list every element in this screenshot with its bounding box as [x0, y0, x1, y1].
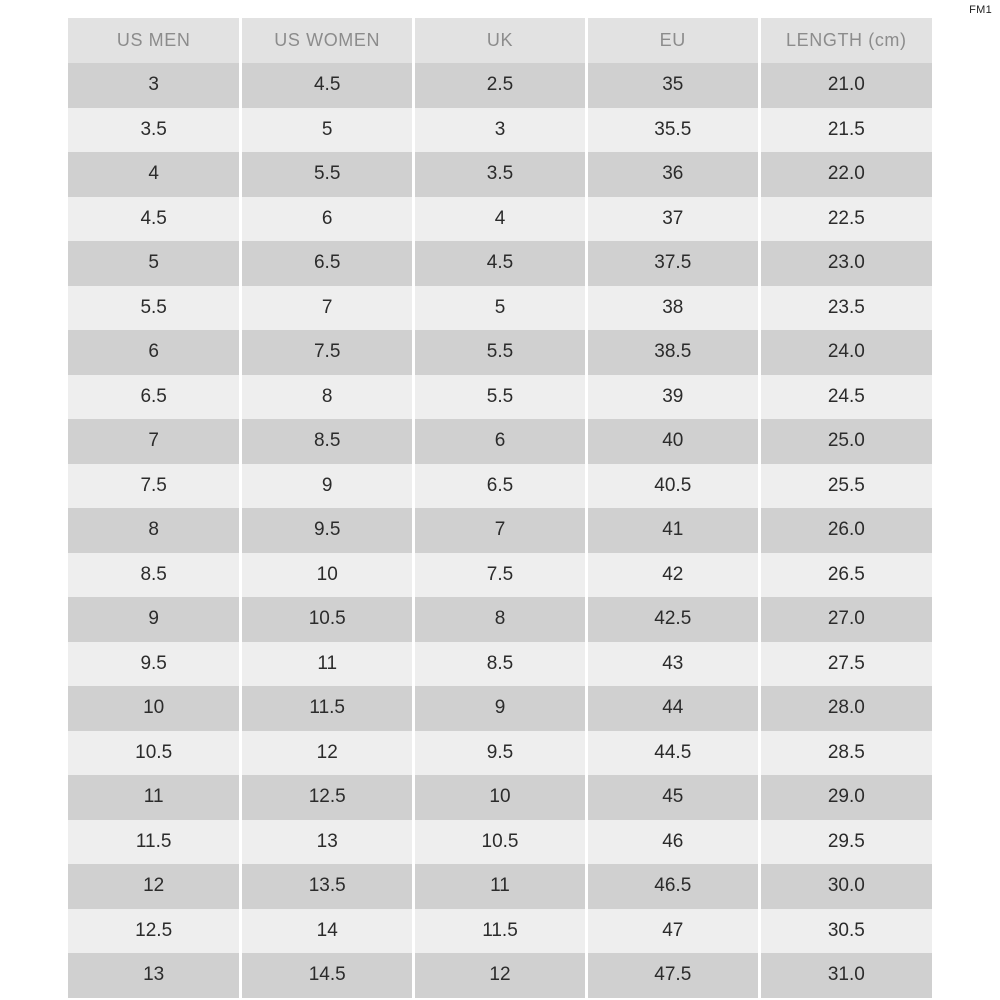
cell-us-men: 7: [68, 419, 241, 464]
cell-us-women: 10.5: [241, 597, 414, 642]
cell-length-cm: 28.0: [759, 686, 932, 731]
table-row: [68, 731, 932, 776]
cell-uk: 11: [414, 864, 587, 909]
column-header-uk: UK: [414, 18, 587, 63]
cell-uk: 5.5: [414, 330, 587, 375]
cell-length-cm: 24.5: [759, 375, 932, 420]
table-body: [68, 63, 932, 998]
table-row: [68, 642, 932, 687]
cell-uk: 12: [414, 953, 587, 998]
cell-us-men: 11.5: [68, 820, 241, 865]
column-header-us-women: US WOMEN: [241, 18, 414, 63]
cell-us-men: 4: [68, 152, 241, 197]
cell-eu: 36: [586, 152, 759, 197]
cell-eu: 40.5: [586, 464, 759, 509]
size-chart-container: [68, 18, 932, 998]
table-row: [68, 241, 932, 286]
cell-us-men: 9.5: [68, 642, 241, 687]
table-row: [68, 464, 932, 509]
cell-length-cm: 22.5: [759, 197, 932, 242]
cell-eu: 45: [586, 775, 759, 820]
cell-eu: 46: [586, 820, 759, 865]
table-row: [68, 286, 932, 331]
cell-eu: 42.5: [586, 597, 759, 642]
cell-length-cm: 27.0: [759, 597, 932, 642]
cell-us-women: 7: [241, 286, 414, 331]
cell-uk: 7: [414, 508, 587, 553]
cell-length-cm: 29.5: [759, 820, 932, 865]
cell-us-men: 8.5: [68, 553, 241, 598]
table-row: [68, 197, 932, 242]
cell-us-women: 6.5: [241, 241, 414, 286]
cell-us-men: 6: [68, 330, 241, 375]
cell-us-women: 6: [241, 197, 414, 242]
cell-us-women: 8.5: [241, 419, 414, 464]
cell-us-women: 7.5: [241, 330, 414, 375]
cell-eu: 41: [586, 508, 759, 553]
table-row: [68, 686, 932, 731]
table-header-row: [68, 18, 932, 63]
cell-uk: 6.5: [414, 464, 587, 509]
cell-uk: 10.5: [414, 820, 587, 865]
column-header-us-men: US MEN: [68, 18, 241, 63]
cell-eu: 35: [586, 63, 759, 108]
cell-eu: 35.5: [586, 108, 759, 153]
cell-us-men: 3: [68, 63, 241, 108]
column-header-length-cm: LENGTH (cm): [759, 18, 932, 63]
table-row: [68, 909, 932, 954]
cell-uk: 7.5: [414, 553, 587, 598]
cell-eu: 44.5: [586, 731, 759, 776]
cell-us-men: 12: [68, 864, 241, 909]
cell-us-men: 11: [68, 775, 241, 820]
cell-length-cm: 23.0: [759, 241, 932, 286]
cell-us-women: 12: [241, 731, 414, 776]
cell-uk: 8: [414, 597, 587, 642]
cell-eu: 39: [586, 375, 759, 420]
cell-uk: 9: [414, 686, 587, 731]
table-row: [68, 375, 932, 420]
cell-uk: 4.5: [414, 241, 587, 286]
cell-uk: 6: [414, 419, 587, 464]
cell-us-women: 12.5: [241, 775, 414, 820]
cell-us-men: 5.5: [68, 286, 241, 331]
cell-us-women: 13: [241, 820, 414, 865]
cell-length-cm: 30.0: [759, 864, 932, 909]
cell-eu: 44: [586, 686, 759, 731]
cell-length-cm: 21.0: [759, 63, 932, 108]
size-conversion-table: [68, 18, 932, 998]
cell-length-cm: 27.5: [759, 642, 932, 687]
table-row: [68, 953, 932, 998]
cell-us-women: 9: [241, 464, 414, 509]
cell-us-women: 14.5: [241, 953, 414, 998]
cell-length-cm: 24.0: [759, 330, 932, 375]
cell-eu: 37: [586, 197, 759, 242]
table-row: [68, 419, 932, 464]
cell-us-men: 9: [68, 597, 241, 642]
cell-length-cm: 29.0: [759, 775, 932, 820]
table-row: [68, 108, 932, 153]
cell-uk: 5: [414, 286, 587, 331]
cell-us-women: 5.5: [241, 152, 414, 197]
cell-us-women: 8: [241, 375, 414, 420]
cell-us-women: 11: [241, 642, 414, 687]
cell-length-cm: 31.0: [759, 953, 932, 998]
cell-us-women: 11.5: [241, 686, 414, 731]
table-row: [68, 330, 932, 375]
cell-eu: 37.5: [586, 241, 759, 286]
cell-eu: 42: [586, 553, 759, 598]
cell-uk: 9.5: [414, 731, 587, 776]
cell-length-cm: 25.5: [759, 464, 932, 509]
cell-eu: 40: [586, 419, 759, 464]
cell-us-men: 3.5: [68, 108, 241, 153]
cell-uk: 10: [414, 775, 587, 820]
table-row: [68, 864, 932, 909]
cell-uk: 3: [414, 108, 587, 153]
cell-us-men: 10.5: [68, 731, 241, 776]
cell-eu: 47: [586, 909, 759, 954]
cell-us-men: 5: [68, 241, 241, 286]
cell-uk: 2.5: [414, 63, 587, 108]
table-row: [68, 775, 932, 820]
cell-length-cm: 26.5: [759, 553, 932, 598]
corner-code-label: FM1: [969, 4, 992, 16]
cell-length-cm: 28.5: [759, 731, 932, 776]
cell-uk: 8.5: [414, 642, 587, 687]
cell-us-men: 12.5: [68, 909, 241, 954]
cell-us-men: 7.5: [68, 464, 241, 509]
table-row: [68, 597, 932, 642]
cell-length-cm: 26.0: [759, 508, 932, 553]
cell-eu: 38: [586, 286, 759, 331]
cell-uk: 4: [414, 197, 587, 242]
table-row: [68, 508, 932, 553]
cell-uk: 5.5: [414, 375, 587, 420]
cell-uk: 3.5: [414, 152, 587, 197]
cell-eu: 47.5: [586, 953, 759, 998]
cell-us-men: 4.5: [68, 197, 241, 242]
table-row: [68, 63, 932, 108]
cell-eu: 46.5: [586, 864, 759, 909]
cell-us-women: 10: [241, 553, 414, 598]
cell-length-cm: 25.0: [759, 419, 932, 464]
cell-us-women: 5: [241, 108, 414, 153]
table-header: [68, 18, 932, 63]
cell-length-cm: 30.5: [759, 909, 932, 954]
cell-length-cm: 23.5: [759, 286, 932, 331]
cell-us-men: 13: [68, 953, 241, 998]
table-row: [68, 553, 932, 598]
cell-us-women: 9.5: [241, 508, 414, 553]
cell-us-women: 14: [241, 909, 414, 954]
cell-us-women: 13.5: [241, 864, 414, 909]
cell-eu: 38.5: [586, 330, 759, 375]
table-row: [68, 152, 932, 197]
table-row: [68, 820, 932, 865]
cell-us-men: 8: [68, 508, 241, 553]
cell-us-men: 10: [68, 686, 241, 731]
cell-length-cm: 21.5: [759, 108, 932, 153]
cell-us-women: 4.5: [241, 63, 414, 108]
cell-us-men: 6.5: [68, 375, 241, 420]
column-header-eu: EU: [586, 18, 759, 63]
cell-length-cm: 22.0: [759, 152, 932, 197]
cell-eu: 43: [586, 642, 759, 687]
cell-uk: 11.5: [414, 909, 587, 954]
